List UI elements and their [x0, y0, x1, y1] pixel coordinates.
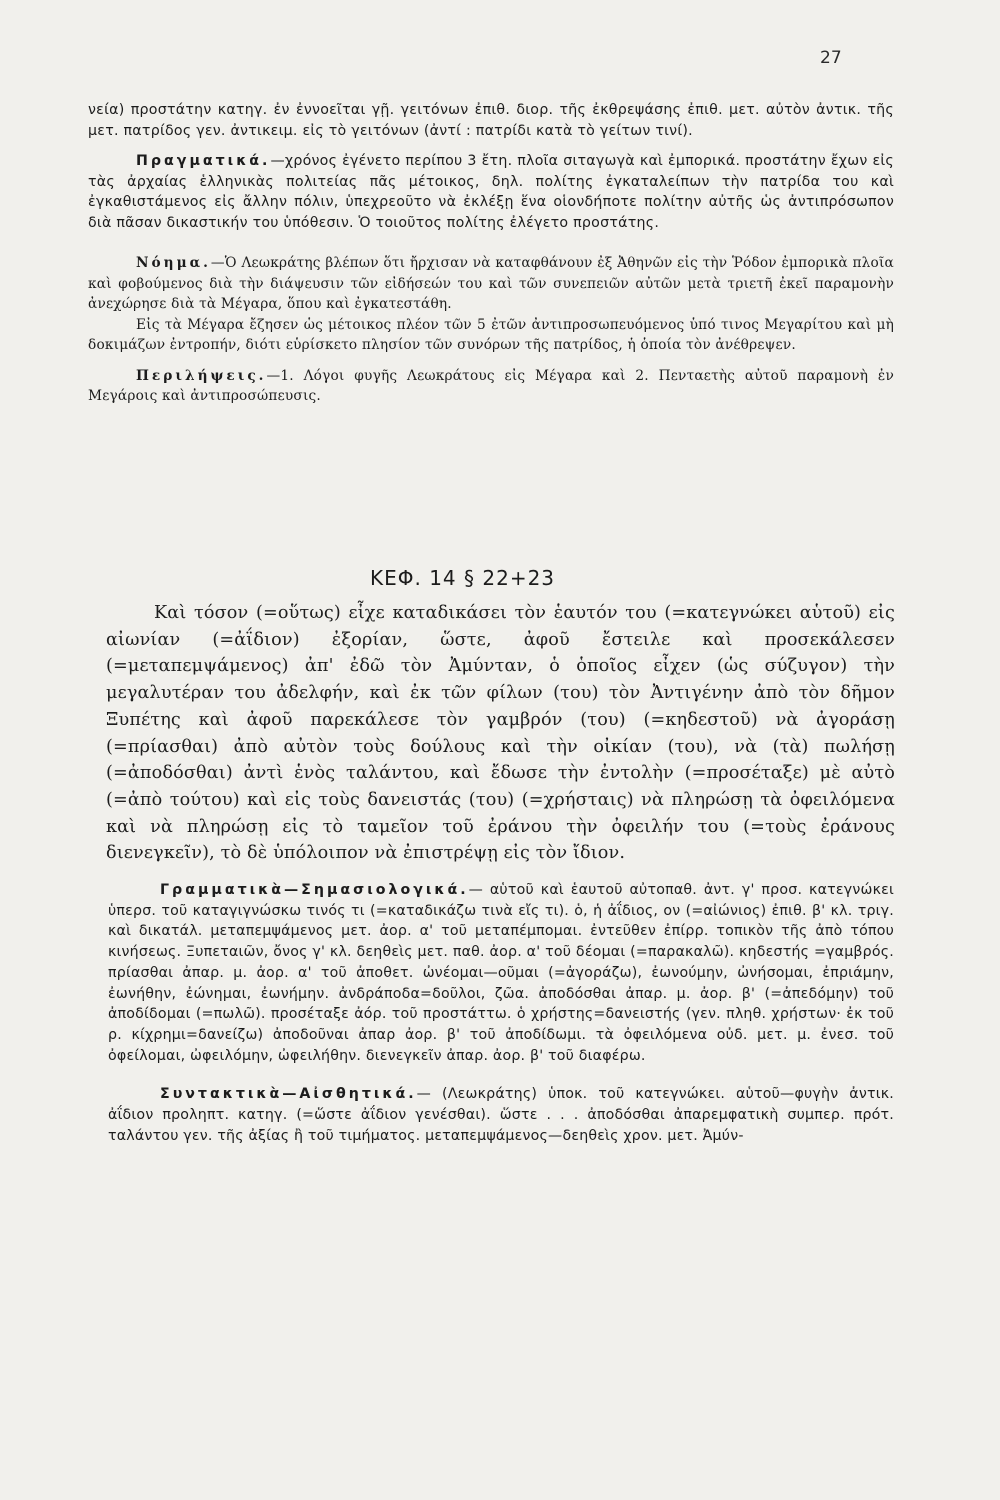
main-paragraph: Καὶ τόσον (=οὕτως) εἶχε καταδικάσει τὸν ἑαυτόν του (=κατεγνώκει αὑτοῦ) εἰς αἰωνίαν (=ἀΐδιον) ἐξορίαν, ὥστε, ἀφοῦ ἔστειλε καὶ προσεκάλεσεν (=μεταπεμψάμενος) ἀπ' ἐδῶ τὸν Ἀμύνταν, ὁ ὁποῖος εἶχεν (ὡς σύζυγον) τὴν μεγαλυτέραν του ἀδελφήν, καὶ ἐκ τῶν φίλων (του) τὸν Ἀντιγένην ἀπὸ τὸν δῆμον Ξυπέτης καὶ ἀφοῦ παρεκάλεσε τὸν γαμβρόν (του) (=κηδεστοῦ) νὰ ἀγοράσῃ (=πρίασθαι) ἀπὸ αὐτὸν τοὺς δούλους καὶ τὴν οἰκίαν (του), νὰ (τὰ) πωλήσῃ (=ἀποδόσθαι) ἀντὶ ἑνὸς ταλάντου, καὶ ἔδωσε τὴν ἐντολὴν (=προσέταξε) μὲ αὐτὸ (=ἀπὸ τούτου) καὶ εἰς τοὺς δανειστάς (του) (=χρήσταις) νὰ πληρώσῃ τὰ ὀφειλόμενα καὶ νὰ πληρώσῃ εἰς τὸ ταμεῖον τοῦ ἐράνου τὴν ὀφειλήν του (=τοὺς ἐράνους διενεγκεῖν), τὸ δὲ ὑπόλοιπον νὰ ἐπιστρέψῃ εἰς τὸν ἴδιον. — [106, 603, 895, 864]
noima-section — [88, 253, 894, 407]
syntaktika-heading: Συντακτικὰ—Αἰσθητικά. — [160, 1086, 417, 1103]
note-continuation: νεία) προστάτην κατηγ. ἐν ἐννοεῖται γῇ. γειτόνων ἐπιθ. διορ. τῆς ἐκθρεψάσης ἐπιθ. μετ. αὐτὸν ἀντικ. τῆς μετ. πατρίδος γεν. ἀντικειμ. εἰς τὸ γειτόνων (ἀντί : πατρίδι κατὰ τὸ γείτων τινί). — [88, 102, 894, 139]
grammatika-paragraph — [108, 880, 894, 1066]
page-number: 27 — [820, 48, 842, 68]
top-notes — [88, 100, 894, 407]
main-text — [106, 600, 895, 867]
perilipseis-heading: Περιλήψεις. — [136, 367, 267, 384]
grammatika-heading: Γραμματικὰ—Σημασιολογικά. — [160, 882, 469, 898]
chapter-heading: ΚΕΦ. 14 § 22+23 — [370, 566, 556, 590]
syntaktika-text: — (Λεωκράτης) ὑποκ. τοῦ κατεγνώκει. αὑτοῦ—φυγὴν ἀντικ. ἀΐδιον προληπτ. κατηγ. (=ὥστε ἀΐδιον γενέσθαι). ὥστε . . . ἀποδόσθαι ἀπαρεμφατικὴ συμπερ. πρότ. ταλάντου γεν. τῆς ἀξίας ἢ τοῦ τιμήματος. μεταπεμψάμενος—δεηθεὶς χρον. μετ. Ἀμύν- — [108, 1086, 894, 1144]
noima-paragraph — [88, 253, 894, 315]
noima-heading: Νόημα. — [136, 255, 211, 271]
perilipseis-text: —1. Λόγοι φυγῆς Λεωκράτους εἰς Μέγαρα καὶ 2. Πενταετὴς αὐτοῦ παραμονὴ ἐν Μεγάροις καὶ ἀντιπροσώπευσις. — [88, 367, 894, 404]
pragmatika-text: —χρόνος ἐγένετο περίπου 3 ἔτη. πλοῖα σιταγωγὰ καὶ ἐμπορικά. προστάτην ἔχων εἰς τὰς ἀρχαίας ἑλληνικὰς πολιτείας πᾶς μέτοικος, δηλ. πολίτης ἐγκαταλείπων τὴν πατρίδα του καὶ ἐγκαθιστάμενος εἰς ἄλλην πόλιν, ὑπεχρεοῦτο νὰ ἐκλέξῃ ἕνα οἱονδήποτε πολίτην αὐτῆς ὡς ἀντιπρόσωπον διὰ πᾶσαν δικαστικήν του ὑπόθεσιν. Ὁ τοιοῦτος πολίτης ἐλέγετο προστάτης. — [88, 153, 894, 231]
pragmatika-paragraph — [88, 151, 894, 233]
grammatika-text: — αὑτοῦ καὶ ἑαυτοῦ αὐτοπαθ. ἀντ. γ' προσ. κατεγνώκει ὑπερσ. τοῦ καταγιγνώσκω τινός τι (=καταδικάζω τινὰ εἴς τι). ὁ, ἡ ἀΐδιος, ον (=αἰώνιος) ἐπιθ. β' κλ. τριγ. καὶ δικατάλ. μεταπεμψάμενος μετ. ἀορ. α' τοῦ μεταπέμπομαι. ἐντεῦθεν ἐπίρρ. τοπικὸν τῆς ἀπὸ τόπου κινήσεως. Ξυπεταιῶν, ὄνος γ' κλ. δεηθεὶς μετ. παθ. ἀορ. α' τοῦ δέομαι (=παρακαλῶ). κηδεστής =γαμβρός. πρίασθαι ἀπαρ. μ. ἀορ. α' τοῦ ἀποθετ. ὠνέομαι—οῦμαι (=ἀγοράζω), ἐωνούμην, ὠνήσομαι, ἐπριάμην, ἐωνήθην, ἐώνημαι, ἐωνήμην. ἀνδράποδα=δοῦλοι, ζῶα. ἀποδόσθαι ἀπαρ. μ. ἀορ. β' (=ἀπεδόμην) τοῦ ἀποδίδομαι (=πωλῶ). προσέταξε ἀόρ. τοῦ προστάττω. ὁ χρήστης=δανειστής (γεν. πληθ. χρήστων· ἐκ τοῦ ρ. κίχρημι=δανείζω) ἀποδοῦναι ἀπαρ ἀορ. β' τοῦ ἀποδίδωμι. τὰ ὀφειλόμενα οὐδ. μετ. μ. ἐνεσ. τοῦ ὀφείλομαι, ὠφειλόμην, ὠφειλήθην. διενεγκεῖν ἀπαρ. ἀορ. β' τοῦ διαφέρω. — [108, 882, 894, 1064]
noima-text: —Ὁ Λεωκράτης βλέπων ὅτι ἤρχισαν νὰ καταφθάνουν ἐξ Ἀθηνῶν εἰς τὴν Ῥόδον ἐμπορικὰ πλοῖα καὶ φοβούμενος διὰ τὴν διάψευσιν τῶν εἰδήσεών του καὶ τῶν συνεπειῶν αὐτῶν μετὰ τριετῆ ἐκεῖ παραμονὴν ἀνεχώρησε διὰ τὰ Μέγαρα, ὅπου καὶ ἐγκατεστάθη. — [88, 255, 894, 312]
pragmatika-heading: Πραγματικά. — [136, 153, 271, 169]
lower-notes — [108, 880, 894, 1146]
noima-paragraph-2: Εἰς τὰ Μέγαρα ἔζησεν ὡς μέτοικος πλέον τῶν 5 ἐτῶν ἀντιπροσωπευόμενος ὑπό τινος Μεγαρίτου καὶ μὴ δοκιμάζων ἐντροπήν, διότι εὑρίσκετο πλησίον τῶν συνόρων τῆς πατρίδος, ἡ ὁποία τὸν ἀνέθρεψεν. — [88, 316, 894, 353]
syntaktika-paragraph — [108, 1084, 894, 1146]
perilipseis-paragraph — [88, 366, 894, 407]
